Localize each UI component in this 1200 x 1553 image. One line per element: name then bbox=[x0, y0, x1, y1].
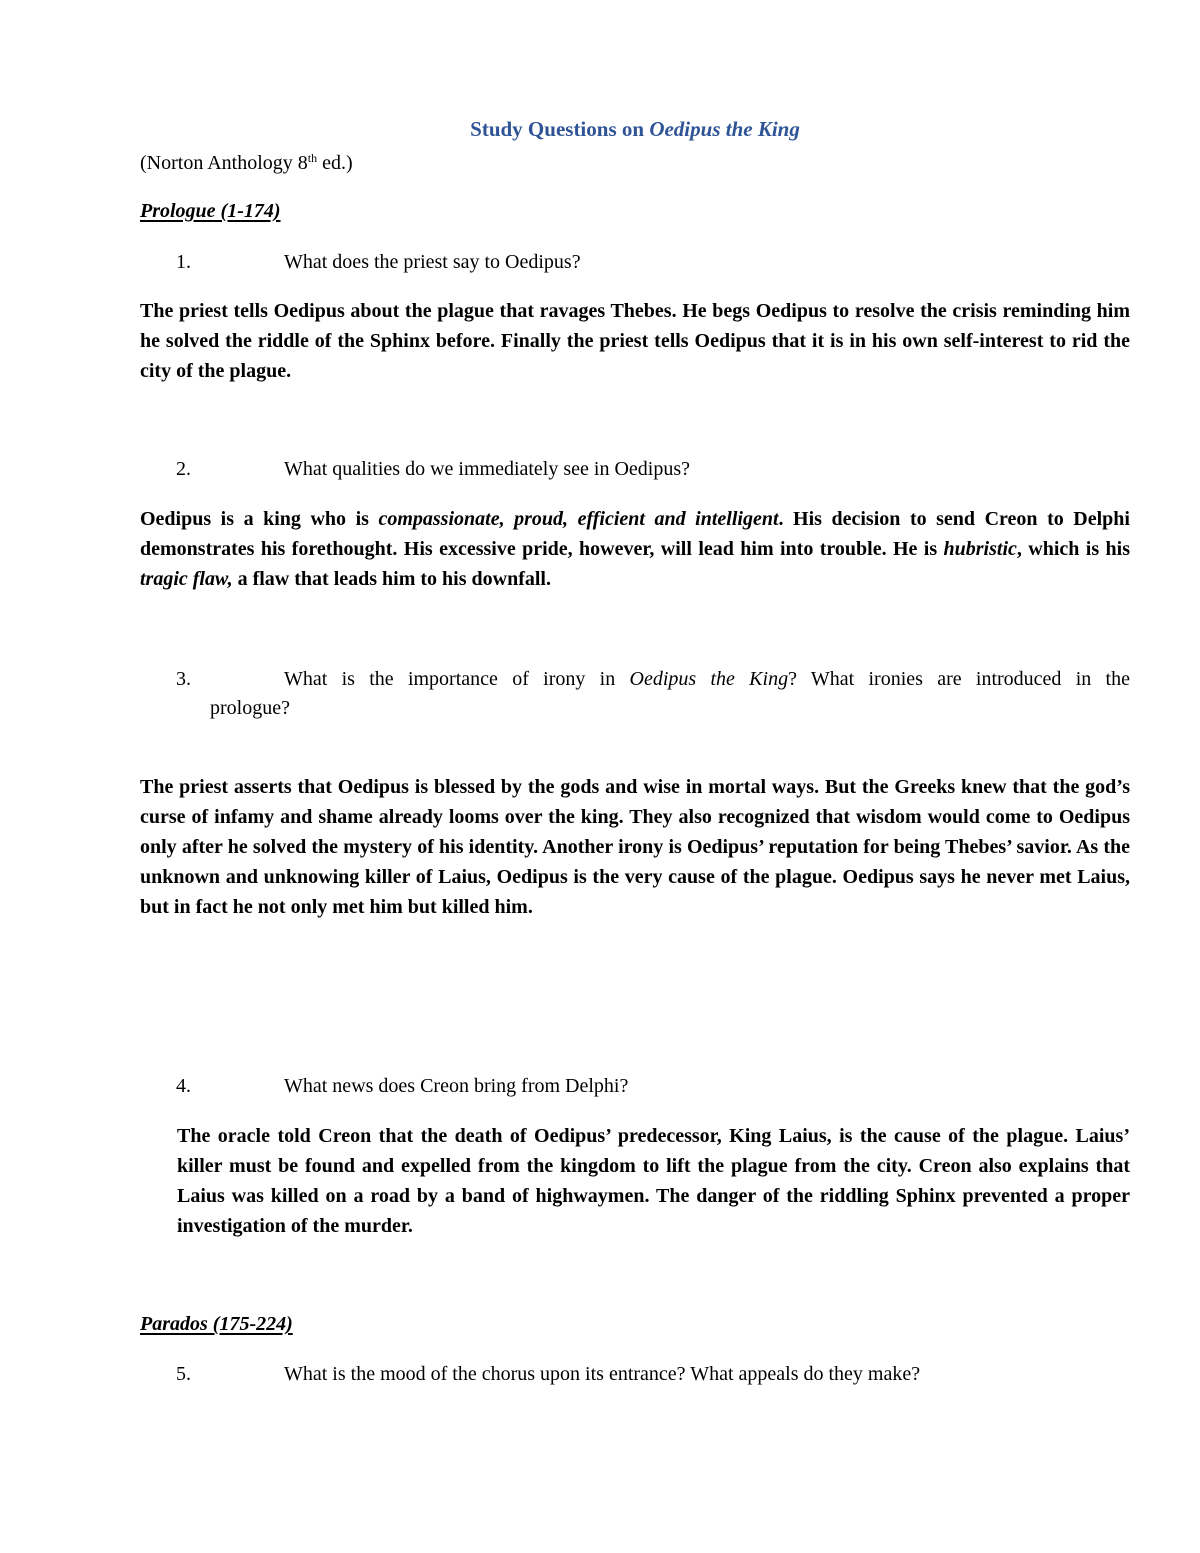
question-text-2: What qualities do we immediately see in Oedipus? bbox=[284, 458, 690, 480]
question-3 bbox=[176, 665, 1130, 723]
question-number-4: 4. bbox=[176, 1075, 191, 1097]
question-text-3: What is the importance of irony in Oedipus the King? What ironies are introduced in the bbox=[284, 668, 1130, 690]
section-heading-parados: Parados (175-224) bbox=[140, 1313, 293, 1335]
answer-3: The priest asserts that Oedipus is blessed by the gods and wise in mortal ways. But the Greeks knew that the god’s curse of infamy and shame already looms over the king. They also recognized that wisdom would come to Oedipus only after he solved the mystery of his identity. Another irony is Oedipus’ reputation for being Thebes’ savior. As the unknown and unknowing killer of Laius, Oedipus is the very cause of the plague. Oedipus says he never met Laius, but in fact he not only met him but killed him. bbox=[140, 776, 1130, 918]
question-number-5: 5. bbox=[176, 1363, 191, 1385]
question-text-1: What does the priest say to Oedipus? bbox=[284, 251, 581, 273]
question-number-3: 3. bbox=[176, 668, 191, 690]
question-text-3-continued: prologue? bbox=[210, 697, 290, 719]
question-text-5: What is the mood of the chorus upon its entrance? What appeals do they make? bbox=[284, 1363, 921, 1385]
answer-4: The oracle told Creon that the death of Oedipus’ predecessor, King Laius, is the cause of the plague. Laius’ killer must be found and expelled from the kingdom to lift the plague from the city. Creon also explains that Laius was killed on a road by a band of highwaymen. The danger of the riddling Sphinx prevented a proper investigation of the murder. bbox=[177, 1125, 1130, 1237]
question-number-2: 2. bbox=[176, 458, 191, 480]
answer-2: Oedipus is a king who is compassionate, proud, efficient and intelligent. His decision to send Creon to Delphi demonstrates his forethought. His excessive pride, however, will lead him into trouble. He is hubristic, which is his tragic flaw, a flaw that leads him to his downfall. bbox=[140, 508, 1130, 590]
question-number-1: 1. bbox=[176, 251, 191, 273]
edition-note: (Norton Anthology 8th ed.) bbox=[140, 151, 353, 174]
document-title: Study Questions on Oedipus the King bbox=[470, 117, 800, 141]
title-work-name: Oedipus the King bbox=[649, 117, 800, 141]
answer-1: The priest tells Oedipus about the plague that ravages Thebes. He begs Oedipus to resolve the crisis reminding him he solved the riddle of the Sphinx before. Finally the priest tells Oedipus that it is in his own self-interest to rid the city of the plague. bbox=[140, 300, 1130, 382]
question-text-4: What news does Creon bring from Delphi? bbox=[284, 1075, 629, 1097]
section-heading-prologue: Prologue (1-174) bbox=[140, 200, 281, 222]
